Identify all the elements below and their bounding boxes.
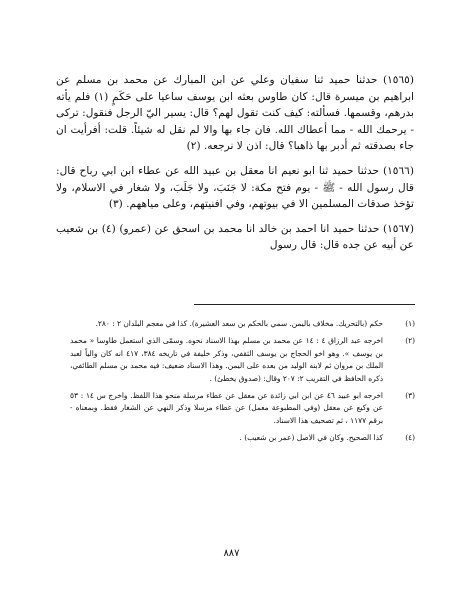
hadith-1566: (١٥٦٦) حدثنا حميد ثنا ابو نعيم انا معقل بن عبيد الله عن عطاء ابن ابي رباح قال: قال رسول الله - ﷺ - يوم فتح مكة: لا جَنَبَ، ولا جَلَبَ، ولا شغار في الاسلام، ولا تؤخذ صدقات المسلمين الا في بيوتهم، وفي افنيتهم، وعلى مياههم. (٣) (56, 164, 414, 211)
footnote-text: حكم (بالتحريك. مخلاف باليمن. سمي بالحكم بن سعد العشيرة). كذا في معجم البلدان ٢ : ٢٨٠. (95, 319, 383, 328)
footnote-number: (٢) (405, 336, 415, 346)
hadith-1567: (١٥٦٧) حدثنا حميد انا احمد بن خالد انا محمد بن اسحق عن (عمرو) (٤) بن شعيب عن أبيه عن جده قال: قال رسول (56, 222, 415, 252)
footnotes (70, 318, 415, 450)
footnote-number: (١) (405, 319, 415, 328)
footnote-3 (70, 390, 415, 427)
main-text (56, 72, 414, 254)
footnote-text: كذا الصحيح. وكان في الاصل (عمر بن شعيب) . (239, 433, 383, 443)
footnote-number: (٤) (405, 433, 415, 443)
footnote-1 (70, 318, 415, 330)
hadith-1565: (١٥٦٥) حدثنا حميد ثنا سفيان وعلي عن ابن المبارك عن محمد بن مسلم عن ابراهيم بن ميسرة قال: كان طاوس بعثه ابن يوسف ساعيا على حَكَمٍ (١) فلم يأته بدرهم، وقسمها. فسألته: كيف كنت تقول لهم؟ قال: يسير اليّ الرجل فنقول: تركى - يرحمك الله - مما أعطاك الله. فان جاء بها والا لم نقل له شيئاً. قلت: أفرأيت ان جاء بصدقته ثم أدبر بها ذاهبا؟ قال: اذن لا نرجعه. (٢) (56, 74, 414, 153)
footnote-4 (70, 432, 415, 444)
footnote-text: اخرجه ابو عبيد ٤٦ عن ابن ابي زائدة عن معقل عن عطاء مرسلة منحو هذا اللفظ. واخرج س ١٤ : ٥٣ عن وكيع عن معقل (وفي المطبوعة معمل) عن عطاء مرسلا وذكر النهي عن الشغار فقط. وبمعناه - برقم ١١٧٧ ، ثم تصحيف هذا الاسناد. (70, 391, 383, 425)
footnote-number: (٣) (405, 391, 415, 401)
footnote-text: اخرجه عبد الرزاق ٤ : ١٤ عن محمد بن مسلم بهذا الاسناد نحوه. وسمّى الذي استعمل طاوسا « محمد بن يوسف ». وهو اخو الحجاج بن يوسف الثقفي، وذكر خليفة في تاريخه ٣٨٤، ٤١٧ انه كان والياً لعبد الملك بن مروان ثم لابنه الوليد من بعده على اليمن. وهذا الاسناد ضعيف: فيه محمد بن مسلم الطائفي، ذكره الحافظ في التقريب ٢: ٢٠٧ وقال: (صدوق يخطئ) . (70, 336, 383, 383)
footnote-2 (70, 335, 415, 385)
page-number: ٨٨٧ (223, 548, 240, 559)
footnote-divider (194, 304, 415, 305)
